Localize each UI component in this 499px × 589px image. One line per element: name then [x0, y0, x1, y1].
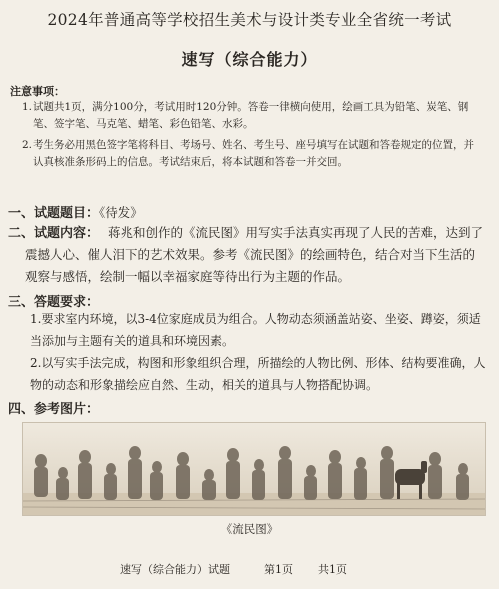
exam-title: 2024年普通高等学校招生美术与设计类专业全省统一考试 [47, 11, 452, 29]
notice-item-text: 试题共1页，满分100分，考试用时120分钟。答卷一律横向使用，绘画工具为铅笔、炭笔、钢笔、签字笔、马克笔、蜡笔、彩色铅笔、水彩。 [33, 101, 469, 130]
footer-title: 速写（综合能力）试题 [120, 563, 230, 576]
notice-item-number: 1. [22, 101, 33, 113]
notice-item [22, 99, 484, 133]
reference-painting-image [22, 422, 486, 516]
content-text: 蒋兆和创作的《流民图》用写实手法真实再现了人民的苦难，达到了震撼人心、催人泪下的艺术效果。参考《流民图》的绘画特色，结合对当下生活的观察与感悟，绘制一幅以幸福家庭等待出行为主题的作品。 [25, 225, 484, 284]
requirement-item [30, 352, 486, 396]
notice-item-number: 2. [22, 139, 33, 151]
requirement-number: 2. [30, 356, 42, 370]
footer-page-number: 第1页 [264, 563, 293, 576]
painting-caption: 《流民图》 [220, 522, 279, 536]
requirement-item [30, 308, 486, 352]
content-heading: 二、试题内容： [8, 226, 100, 241]
notice-item-text: 考生务必用黑色签字笔将科目、考场号、姓名、考生号、座号填写在试题和答卷规定的位置，并认真核准条形码上的信息。考试结束后，将本试题和答卷一并交回。 [33, 139, 474, 168]
requirement-text: 以写实手法完成，构图和形象组织合理，所描绘的人物比例、形体、结构要准确，人物的动态和形象描绘应自然、生动，相关的道具与人物搭配协调。 [30, 356, 486, 392]
topic-text: 《待发》 [99, 205, 143, 220]
notice-item [22, 137, 484, 171]
requirements-heading: 三、答题要求： [8, 295, 100, 310]
notice-heading: 注意事项： [10, 85, 65, 98]
topic-heading: 一、试题题目： [8, 206, 100, 221]
requirement-text: 要求室内环境，以3-4位家庭成员为组合。人物动态须涵盖站姿、坐姿、蹲姿，须适当添加与主题有关的道具和环境因素。 [30, 312, 481, 348]
footer-total-pages: 共1页 [318, 563, 347, 576]
topic-section [8, 202, 143, 221]
reference-heading: 四、参考图片： [8, 402, 100, 417]
painting-figures-illustration [23, 423, 485, 515]
subject-title: 速写（综合能力） [181, 50, 318, 69]
requirement-number: 1. [30, 312, 42, 326]
